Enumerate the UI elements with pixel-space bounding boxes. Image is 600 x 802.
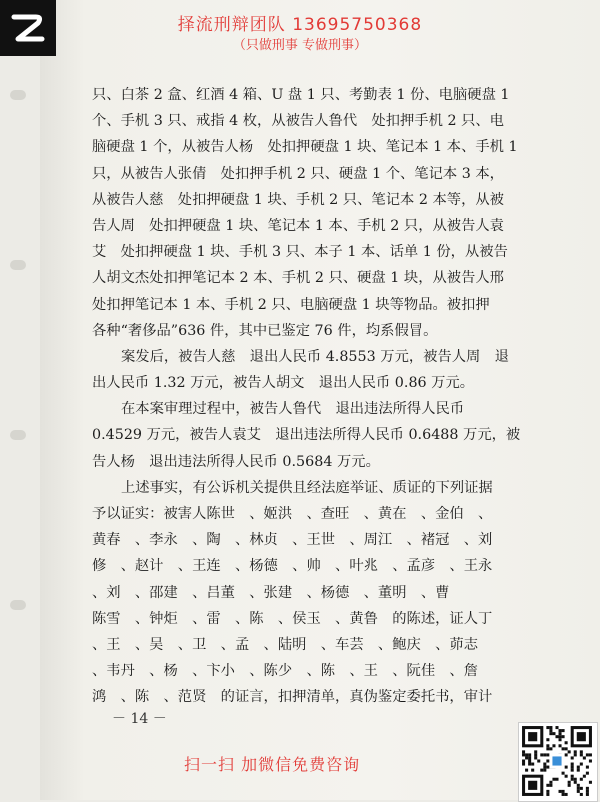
document-line: 处扣押笔记本 1 本、手机 2 只、电脑硬盘 1 块等物品。被扣押: [92, 296, 490, 313]
brand-logo-icon: [8, 8, 48, 48]
page-number: － 14 －: [112, 711, 167, 727]
document-line: 告人杨 退出违法所得人民币 0.5684 万元。: [92, 453, 380, 470]
banner-subtitle: （只做刑事 专做刑事）: [232, 38, 368, 53]
banner-title: 择流刑辩团队 13695750368: [177, 15, 423, 35]
document-line: 、刘 、邵建 、吕董 、张建 、杨德 、董明 、曹: [92, 584, 450, 601]
document-line: 艾 处扣押硬盘 1 块、手机 3 只、本子 1 本、话单 1 份，从被告: [92, 244, 508, 261]
document-line: 出人民币 1.32 万元，被告人胡文 退出人民币 0.86 万元。: [92, 375, 475, 392]
document-line: 鸿 、陈 、范贤 的证言，扣押清单，真伪鉴定委托书，审计: [92, 689, 493, 706]
document-line: 从被告人慈 处扣押硬盘 1 块、手机 2 只、笔记本 2 本等，从被: [92, 191, 504, 208]
document-line: 0.4529 万元，被告人袁艾 退出违法所得人民币 0.6488 万元，被: [92, 427, 521, 444]
document-line: 脑硬盘 1 个，从被告人杨 处扣押硬盘 1 块、笔记本 1 本、手机 1: [92, 139, 518, 156]
brand-logo: [0, 0, 56, 56]
binding-holes: [10, 0, 30, 800]
document-line: 、王 、吴 、卫 、孟 、陆明 、车芸 、鲍庆 、茆志: [92, 636, 479, 653]
document-line: 个、手机 3 只、戒指 4 枚，从被告人鲁代 处扣押手机 2 只、电: [92, 113, 504, 130]
document-line: 陈雪 、钟炬 、雷 、陈 、侯玉 、黄鲁 的陈述，证人丁: [92, 610, 493, 627]
document-line: 黄春 、李永 、陶 、林贞 、王世 、周江 、褚冠 、刘: [92, 532, 493, 549]
document-line: 案发后，被告人慈 退出人民币 4.8553 万元，被告人周 退: [121, 348, 509, 365]
document-line: 予以证实：被害人陈世 、姬洪 、查旺 、黄在 、金伯 、: [92, 506, 493, 522]
document-line: 各种“奢侈品”636 件，其中已鉴定 76 件，均系假冒。: [92, 322, 438, 339]
document-line: 上述事实，有公诉机关提供且经法庭举证、质证的下列证据: [121, 479, 493, 496]
document-line: 人胡文杰处扣押笔记本 2 本、手机 2 只、硬盘 1 块，从被告人邢: [92, 270, 504, 287]
document-line: 告人周 处扣押硬盘 1 块、笔记本 1 本、手机 2 只，从被告人袁: [92, 217, 504, 234]
footer-cta: 扫一扫 加微信免费咨询: [184, 755, 361, 774]
document-line: 只、白茶 2 盒、红酒 4 箱、U 盘 1 只、考勤表 1 份、电脑硬盘 1: [92, 87, 510, 103]
document-line: 在本案审理过程中，被告人鲁代 退出违法所得人民币: [121, 401, 465, 418]
qr-code[interactable]: [518, 722, 598, 802]
document-line: 修 、赵计 、王连 、杨德 、帅 、叶兆 、孟彦 、王永: [92, 558, 493, 575]
document-line: 只，从被告人张倩 处扣押手机 2 只、硬盘 1 个、笔记本 3 本，: [92, 165, 504, 182]
document-body: [92, 82, 532, 711]
qr-code-icon: [519, 723, 595, 799]
document-line: 、韦丹 、杨 、卞小 、陈少 、陈 、王 、阮佳 、詹: [92, 663, 479, 680]
